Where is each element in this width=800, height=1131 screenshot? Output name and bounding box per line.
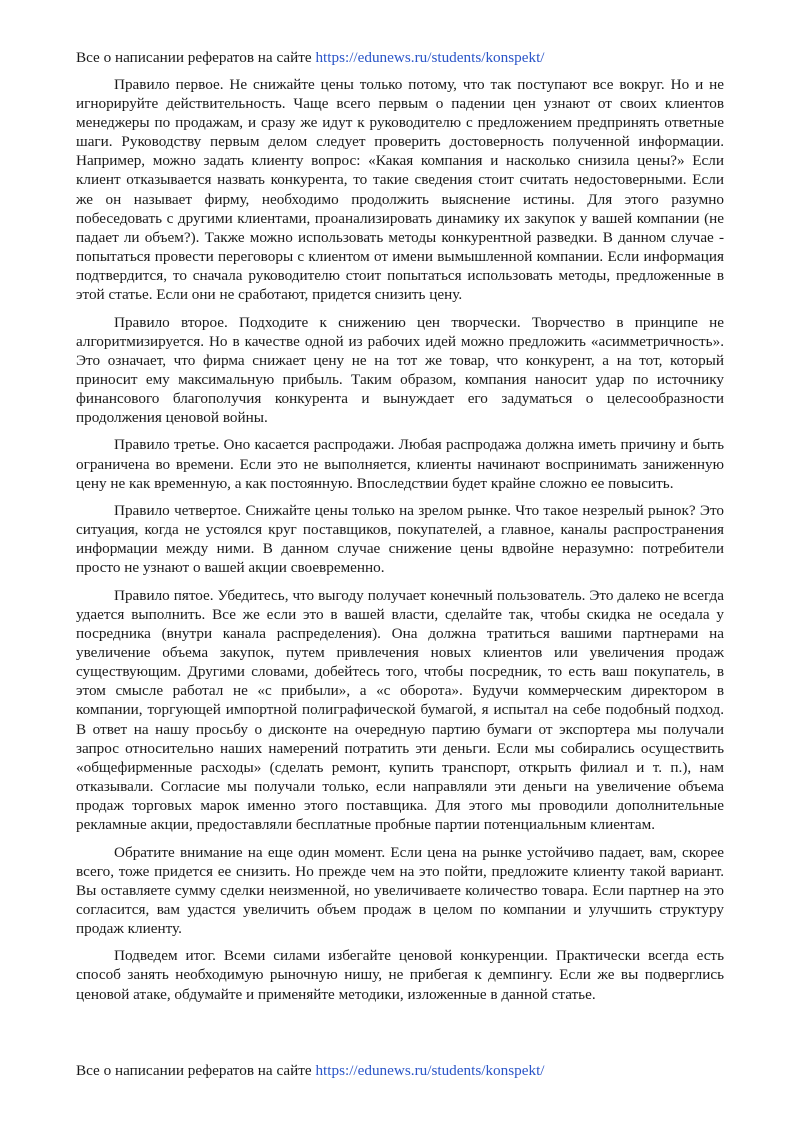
page-header xyxy=(76,49,545,67)
header-link[interactable]: https://edunews.ru/students/konspekt/ xyxy=(315,49,545,66)
paragraph-rule-1: Правило первое. Не снижайте цены только потому, что так поступают все вокруг. Но и не игнорируйте действительность. Чаще всего первым о падении цен узнают от своих клиентов менеджеры по продажам, и сразу же идут к руководителю с предложением предпринять ответные шаги. Руководству первым делом следует проверить достоверность полученной информации. Например, можно задать клиенту вопрос: «Какая компания и насколько снизила цены?» Если клиент отказывается назвать конкурента, то такие сведения стоит считать недостоверными. Если же он называет фирму, необходимо продолжить выяснение истины. Для этого разумно побеседовать с другими клиентами, проанализировать динамику их закупок у вашей компании (не падает ли объем?). Также можно использовать методы конкурентной разведки. В данном случае - попытаться провести переговоры с клиентом от имени вымышленной компании. Если информация подтвердится, то сначала руководителю стоит попытаться использовать методы, предложенные в этой статье. Если они не сработают, придется снизить цену. xyxy=(76,76,724,304)
header-prefix: Все о написании рефератов на сайте xyxy=(76,49,316,66)
paragraph-rule-3: Правило третье. Оно касается распродажи. Любая распродажа должна иметь причину и быть ограничена во времени. Если это не выполняется, клиенты начинают воспринимать заниженную цену не как временную, а как постоянную. Впоследствии будет крайне сложно ее повысить. xyxy=(76,436,724,492)
paragraph-summary: Подведем итог. Всеми силами избегайте ценовой конкуренции. Практически всегда есть способ занять необходимую рыночную нишу, не прибегая к демпингу. Если же вы подверглись ценовой атаке, обдумайте и применяйте методики, изложенные в данной статье. xyxy=(76,947,724,1003)
paragraph-note: Обратите внимание на еще один момент. Если цена на рынке устойчиво падает, вам, скорее всего, тоже придется ее снизить. Но прежде чем на это пойти, предложите клиенту такой вариант. Вы оставляете сумму сделки неизменной, но увеличиваете количество товара. Если партнер на это согласится, вам удастся увеличить объем продаж в целом по компании и улучшить структуру продаж клиенту. xyxy=(76,843,724,937)
footer-prefix: Все о написании рефератов на сайте xyxy=(76,1062,316,1079)
footer-link[interactable]: https://edunews.ru/students/konspekt/ xyxy=(315,1062,545,1079)
page-footer xyxy=(76,1062,545,1080)
paragraph-rule-5: Правило пятое. Убедитесь, что выгоду получает конечный пользователь. Это далеко не всегда удается выполнить. Все же если это в вашей власти, сделайте так, чтобы скидка не оседала у посредника (внутри канала распределения). Она должна тратиться вашими партнерами на увеличение объема закупок, путем привлечения новых клиентов или увеличения продаж существующим. Другими словами, добейтесь того, чтобы посредник, то есть ваш покупатель, в этом смысле работал не «с прибыли», а «с оборота». Будучи коммерческим директором в компании, торгующей импортной полиграфической бумагой, я испытал на себе подобный подход. В ответ на нашу просьбу о дисконте на очередную партию бумаги от экспортера мы получали запрос относительно наших намерений потратить эти деньги. Если мы собирались осуществить «общефирменные расходы» (сделать ремонт, купить транспорт, открыть филиал и т. п.), нам отказывали. Согласие мы получали только, если направляли эти деньги на увеличение объема продаж торговых марок именно этого поставщика. Для этого мы проводили дополнительные рекламные акции, предоставляли бесплатные пробные партии потенциальным клиентам. xyxy=(76,586,724,834)
paragraph-rule-2: Правило второе. Подходите к снижению цен творчески. Творчество в принципе не алгоритмизируется. Но в качестве одной из рабочих идей можно предложить «асимметричность». Это означает, что фирма снижает цену не на тот же товар, что конкурент, а на тот, который приносит ему максимальную прибыль. Таким образом, компания наносит удар по источнику финансового благополучия конкурента и вынуждает его задуматься о целесообразности продолжения ценовой войны. xyxy=(76,313,724,426)
document-page xyxy=(76,0,724,1131)
paragraph-rule-4: Правило четвертое. Снижайте цены только на зрелом рынке. Что такое незрелый рынок? Это ситуация, когда не устоялся круг поставщиков, покупателей, а главное, каналы распространения информации между ними. В данном случае снижение цены вдвойне неразумно: потребители просто не узнают о вашей акции своевременно. xyxy=(76,502,724,577)
article-body xyxy=(76,75,724,1012)
